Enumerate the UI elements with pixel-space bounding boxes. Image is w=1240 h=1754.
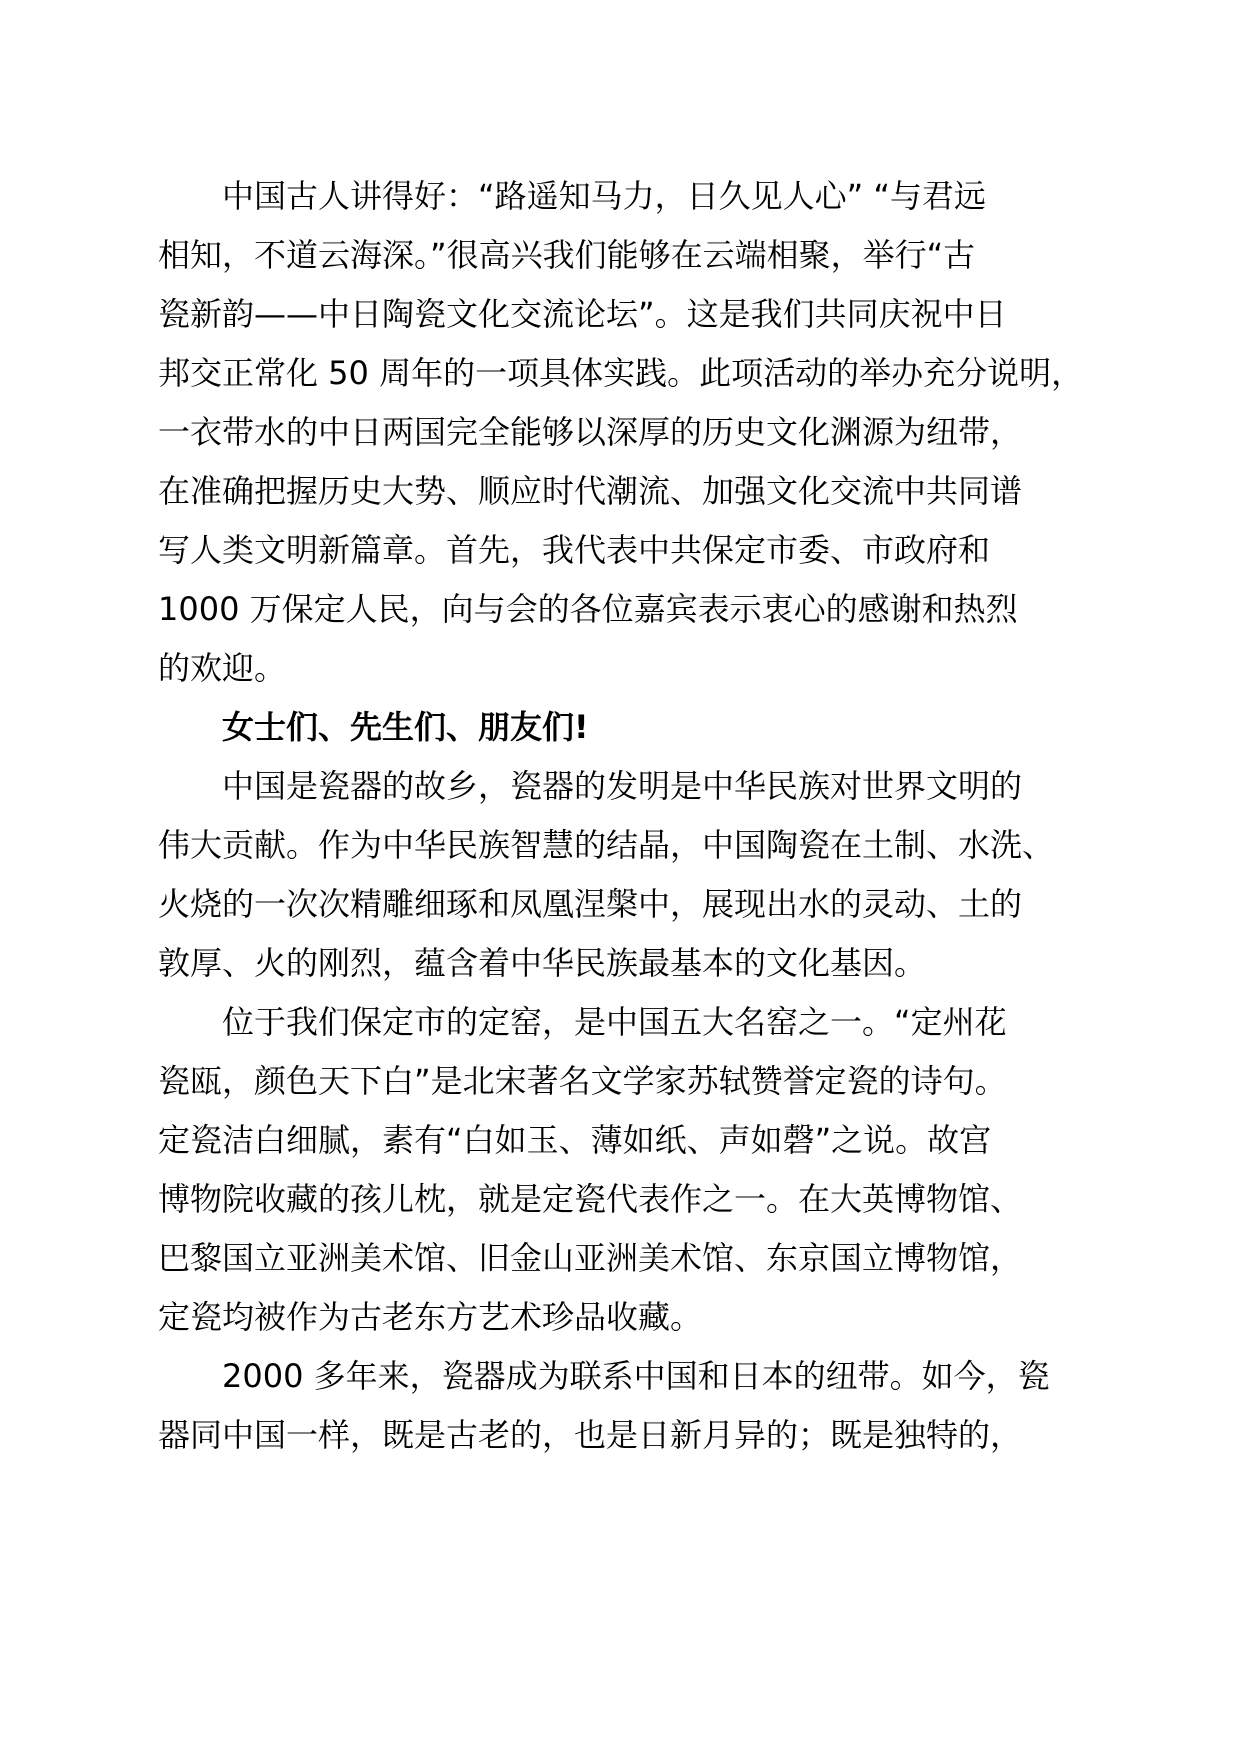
paragraph-1-line-1: 中国古人讲得好：“路遥知马力，日久见人心” “与君远 bbox=[222, 177, 986, 215]
paragraph-1-line-5: 一衣带水的中日两国完全能够以深厚的历史文化渊源为纽带， bbox=[158, 413, 1023, 451]
salutation-heading: 女士们、先生们、朋友们! bbox=[222, 708, 589, 746]
paragraph-1-line-3: 瓷新韵——中日陶瓷文化交流论坛”。这是我们共同庆祝中日 bbox=[158, 295, 1007, 333]
paragraph-3-line-4: 博物院收藏的孩儿枕，就是定瓷代表作之一。在大英博物馆、 bbox=[158, 1180, 1023, 1218]
paragraph-3-line-6: 定瓷均被作为古老东方艺术珍品收藏。 bbox=[158, 1298, 703, 1336]
paragraph-2-line-2: 伟大贡献。作为中华民族智慧的结晶，中国陶瓷在土制、水洗、 bbox=[158, 826, 1055, 864]
paragraph-1-line-7: 写人类文明新篇章。首先，我代表中共保定市委、市政府和 bbox=[158, 531, 991, 569]
paragraph-2-line-1: 中国是瓷器的故乡，瓷器的发明是中华民族对世界文明的 bbox=[222, 767, 1023, 805]
paragraph-3-line-2: 瓷瓯，颜色天下白”是北宋著名文学家苏轼赞誉定瓷的诗句。 bbox=[158, 1062, 1007, 1100]
paragraph-1-line-6: 在准确把握历史大势、顺应时代潮流、加强文化交流中共同谱 bbox=[158, 472, 1023, 510]
paragraph-2-line-3: 火烧的一次次精雕细琢和凤凰涅槃中，展现出水的灵动、土的 bbox=[158, 885, 1023, 923]
paragraph-1-line-8: 1000 万保定人民，向与会的各位嘉宾表示衷心的感谢和热烈 bbox=[158, 590, 1018, 628]
paragraph-3-line-1: 位于我们保定市的定窑，是中国五大名窑之一。“定州花 bbox=[222, 1003, 1007, 1041]
paragraph-3-line-3: 定瓷洁白细腻，素有“白如玉、薄如纸、声如磬”之说。故宫 bbox=[158, 1121, 992, 1159]
paragraph-1-line-4: 邦交正常化 50 周年的一项具体实践。此项活动的举办充分说明， bbox=[158, 354, 1084, 392]
paragraph-4-line-2: 器同中国一样，既是古老的，也是日新月异的；既是独特的， bbox=[158, 1416, 1023, 1454]
paragraph-2-line-4: 敦厚、火的刚烈，蕴含着中华民族最基本的文化基因。 bbox=[158, 944, 927, 982]
paragraph-4-line-1: 2000 多年来，瓷器成为联系中国和日本的纽带。如今，瓷 bbox=[222, 1357, 1050, 1395]
paragraph-1-line-9: 的欢迎。 bbox=[158, 649, 287, 687]
paragraph-3-line-5: 巴黎国立亚洲美术馆、旧金山亚洲美术馆、东京国立博物馆， bbox=[158, 1239, 1023, 1277]
paragraph-1-line-2: 相知，不道云海深。”很高兴我们能够在云端相聚，举行“古 bbox=[158, 236, 976, 274]
